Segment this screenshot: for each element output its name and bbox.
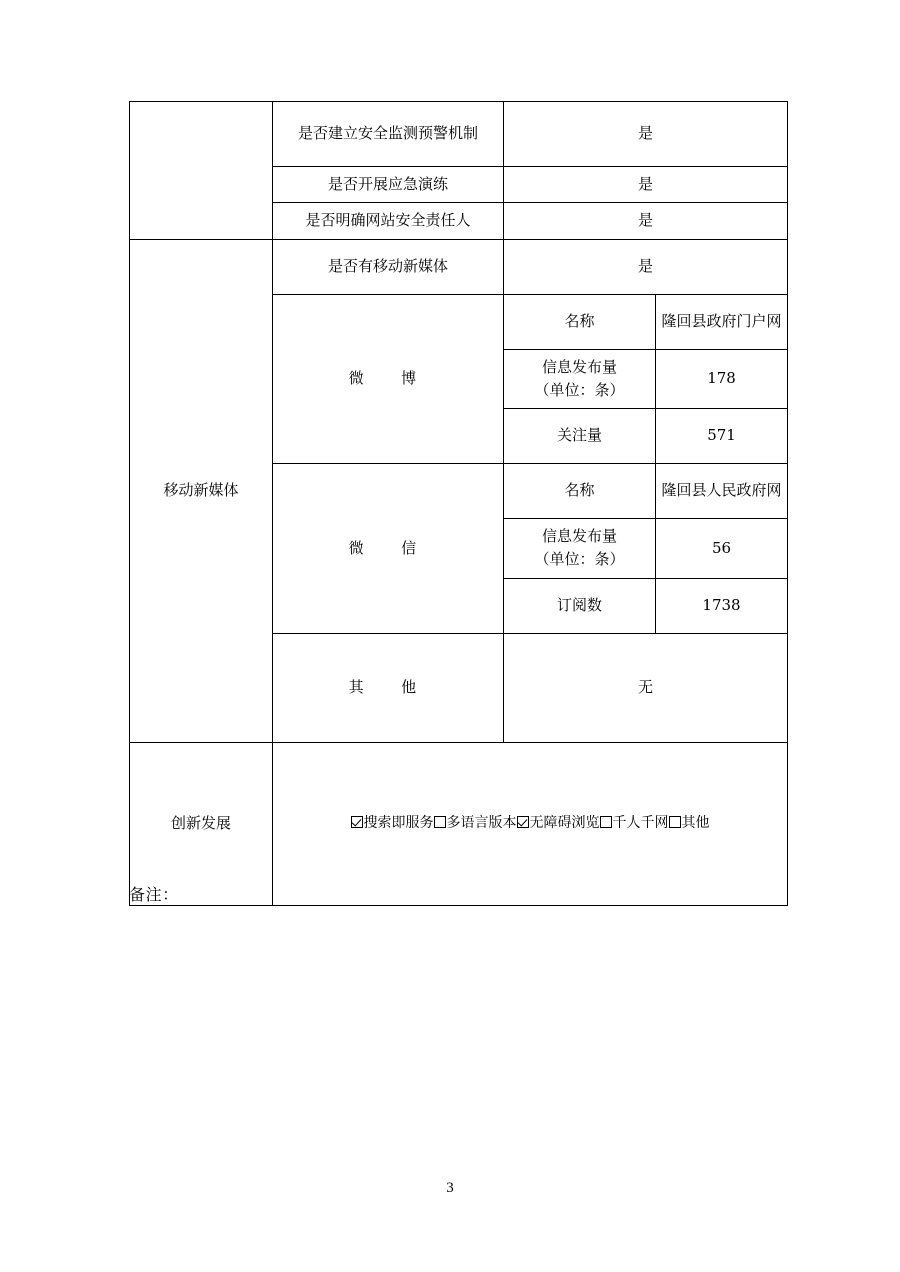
checkbox-checked-icon[interactable] — [351, 816, 363, 828]
page-number: 3 — [446, 1180, 454, 1196]
other-media-value: 无 — [504, 633, 788, 742]
innovation-options-cell — [273, 742, 788, 905]
security-row-label-0: 是否建立安全监测预警机制 — [273, 102, 504, 167]
innovation-option-4-label: 其他 — [681, 815, 710, 832]
weibo-field-publish-count-line1: 信息发布量 — [541, 357, 617, 376]
has-mobile-media-value: 是 — [504, 239, 788, 294]
weixin-label: 微 信 — [273, 464, 504, 634]
weibo-label: 微 博 — [273, 294, 504, 464]
weibo-field-publish-count-line2: （单位：条） — [534, 380, 625, 399]
innovation-option-2[interactable] — [517, 812, 600, 834]
weixin-field-publish-count-line1: 信息发布量 — [541, 527, 617, 545]
weibo-field-followers: 关注量 — [504, 409, 656, 464]
innovation-option-3-label: 千人千网 — [612, 815, 669, 832]
weixin-field-name: 名称 — [504, 464, 656, 519]
weibo-field-publish-count — [504, 349, 656, 409]
innovation-checkbox-group — [277, 812, 783, 834]
weixin-field-publish-count-line2: （单位：条） — [534, 550, 625, 569]
security-row-label-1: 是否开展应急演练 — [273, 167, 504, 203]
innovation-option-3[interactable] — [600, 812, 669, 834]
mobile-media-section-label: 移动新媒体 — [130, 239, 273, 742]
weixin-value-name: 隆回县人民政府网 — [656, 464, 788, 519]
weibo-value-name: 隆回县政府门户网 — [656, 294, 788, 349]
checkbox-empty-icon[interactable] — [434, 816, 446, 828]
table-row — [130, 102, 788, 167]
innovation-option-0-label: 搜索即服务 — [363, 815, 434, 832]
website-report-table — [129, 101, 788, 906]
security-row-value-1: 是 — [504, 167, 788, 203]
weixin-field-publish-count — [504, 519, 656, 579]
security-row-value-0: 是 — [504, 102, 788, 167]
weixin-value-subscribers: 1738 — [656, 578, 788, 633]
checkbox-empty-icon[interactable] — [600, 816, 612, 828]
innovation-option-4[interactable] — [669, 812, 710, 834]
innovation-label: 创新发展 — [130, 742, 273, 905]
has-mobile-media-label: 是否有移动新媒体 — [273, 239, 504, 294]
weixin-value-publish-count: 56 — [656, 519, 788, 579]
security-row-label-2: 是否明确网站安全责任人 — [273, 203, 504, 239]
remark-label: 备注： — [129, 885, 179, 904]
innovation-option-1-label: 多语言版本 — [446, 815, 517, 832]
innovation-option-0[interactable] — [351, 812, 434, 834]
security-section-label — [130, 102, 273, 240]
checkbox-empty-icon[interactable] — [669, 816, 681, 828]
checkbox-checked-icon[interactable] — [517, 816, 529, 828]
weixin-field-subscribers: 订阅数 — [504, 578, 656, 633]
innovation-option-1[interactable] — [434, 812, 517, 834]
security-row-value-2: 是 — [504, 203, 788, 239]
table-row — [130, 239, 788, 294]
table-row — [130, 742, 788, 905]
weibo-field-name: 名称 — [504, 294, 656, 349]
innovation-option-2-label: 无障碍浏览 — [529, 815, 600, 832]
other-media-label: 其 他 — [273, 633, 504, 742]
weibo-value-publish-count: 178 — [656, 349, 788, 409]
weibo-value-followers: 571 — [656, 409, 788, 464]
